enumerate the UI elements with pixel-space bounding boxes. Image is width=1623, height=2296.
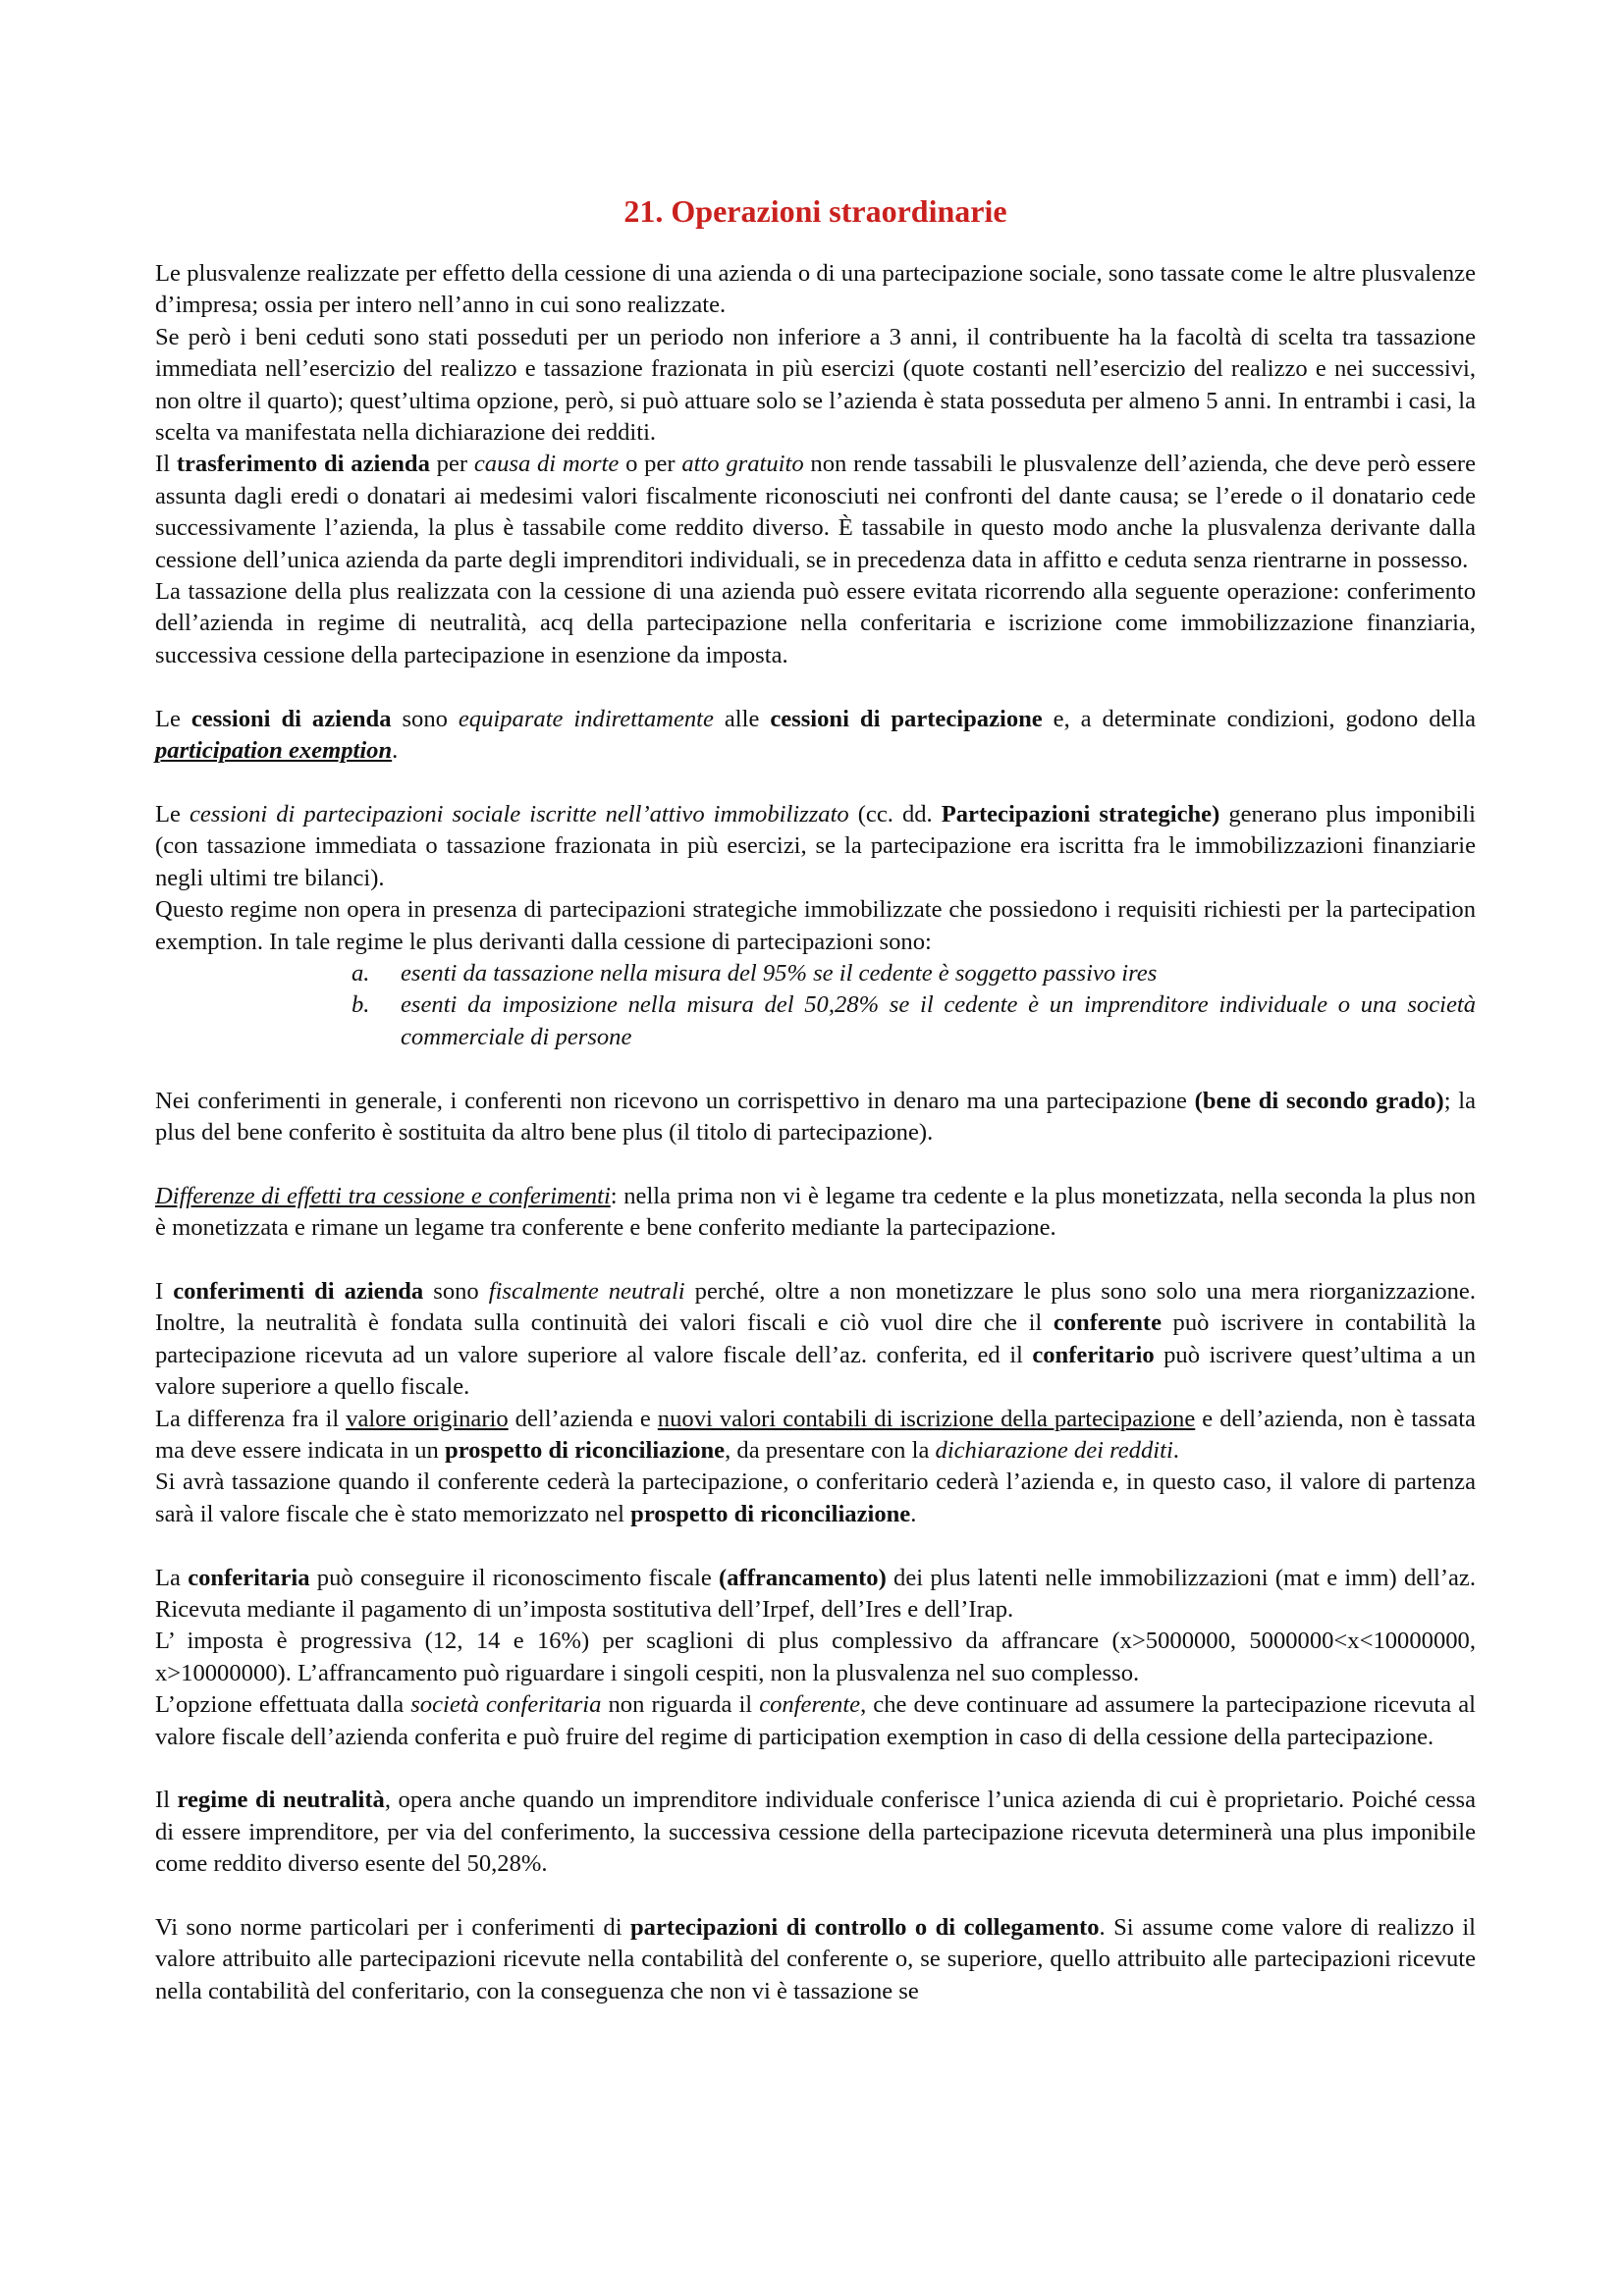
text: Il xyxy=(155,1787,178,1814)
italic-term: equiparate indirettamente xyxy=(458,705,714,732)
underlined-term: valore originario xyxy=(346,1405,509,1432)
list-item xyxy=(352,989,1476,1053)
text: Nei conferimenti in generale, i conferenti non ricevono un corrispettivo in denaro ma una partecipazione xyxy=(155,1087,1195,1114)
text: La tassazione della plus realizzata con la cessione di una azienda può essere evitata ricorrendo alla seguente operazione: conferimento dell’azienda in regime di neutralità, acq della partecipazione nella conferitaria e iscrizione come immobilizzazione finanziaria, successiva cessione della partecipazione in esenzione da imposta. xyxy=(155,578,1476,668)
bold-term: Partecipazioni strategiche) xyxy=(941,800,1220,828)
list-item xyxy=(352,958,1476,989)
text: non riguarda il xyxy=(601,1691,760,1719)
text: dell’azienda e xyxy=(508,1405,658,1432)
text: non rende tassabili le plusvalenze dell’azienda, che deve però essere assunta dagli eredi o donatari ai medesimi valori fiscalmente riconosciuti nei confronti del dante causa; se l’erede o il donatario cede successivamente l’azienda, la plus è tassabile come reddito diverso. È tassabile in questo modo anche la plusvalenza derivante dalla cessione dell’unica azienda da parte degli imprenditori individuali, se in precedenza data in affitto e ceduta senza rientrarne in possesso. xyxy=(155,451,1476,573)
paragraph-plusvalenze xyxy=(155,258,1476,322)
text: . xyxy=(910,1500,917,1527)
bold-term: regime di neutralità xyxy=(177,1787,385,1814)
bold-term: (bene di secondo grado) xyxy=(1194,1087,1444,1114)
text: e, a determinate condizioni, godono della xyxy=(1042,705,1476,732)
paragraph-differenze xyxy=(155,1181,1476,1245)
text: dei plus latenti nelle immobilizzazioni (mat e imm) dell’az. Ricevuta mediante il pagamento di un’imposta sostitutiva dell’Irpef, dell’Ires e dell’Irap. xyxy=(155,1564,1476,1623)
text: perché, oltre a non monetizzare le plus sono solo una mera riorganizzazione. Inoltre, la neutralità è fondata sulla continuità dei valori fiscali e ciò vuol dire che il xyxy=(155,1277,1476,1337)
text: La xyxy=(155,1564,189,1591)
text: . Si assume come valore di realizzo il valore attribuito alle partecipazioni ricevute nella contabilità del conferente o, se superiore, quello attribuito alle partecipazioni ricevute nella contabilità del conferitario, con la conseguenza che non vi è tassazione se xyxy=(155,1914,1476,2004)
bold-term: conferitaria xyxy=(188,1564,310,1591)
paragraph-norme-particolari xyxy=(155,1912,1476,2007)
italic-term: participation exemption xyxy=(155,737,393,765)
participation-exemption-term xyxy=(155,737,392,764)
italic-term: conferente xyxy=(759,1691,861,1719)
paragraph-tassazione xyxy=(155,576,1476,671)
spacer xyxy=(155,671,1476,703)
bold-term: prospetto di riconciliazione xyxy=(445,1436,726,1464)
text: ; la plus del bene conferito è sostituita da altro bene plus (il titolo di partecipazione). xyxy=(155,1087,1476,1146)
spacer xyxy=(155,1881,1476,1912)
text: può iscrivere in contabilità la partecipazione ricevuta ad un valore superiore al valore fiscale dell’az. conferita, ed il xyxy=(155,1309,1476,1368)
italic-term: fiscalmente neutrali xyxy=(488,1277,685,1305)
text: I xyxy=(155,1277,174,1305)
paragraph-cessioni-azienda xyxy=(155,704,1476,768)
text: , da presentare con la xyxy=(725,1436,936,1464)
bold-term: cessioni di partecipazione xyxy=(770,705,1043,732)
bold-term: conferimenti di azienda xyxy=(173,1277,424,1305)
text: La differenza fra il xyxy=(155,1405,347,1432)
spacer xyxy=(155,1053,1476,1085)
text: sono xyxy=(391,705,459,732)
bold-term: partecipazioni di controllo o di collegamento xyxy=(629,1914,1100,1941)
italic-term: dichiarazione dei redditi xyxy=(935,1436,1173,1464)
text: L’opzione effettuata dalla xyxy=(155,1691,411,1719)
list-marker: a. xyxy=(352,959,370,987)
text: (cc. dd. xyxy=(848,800,942,828)
text: Le xyxy=(155,705,191,732)
list-item-text: esenti da imposizione nella misura del 50,28% se il cedente è un imprenditore individuale o una società commerciale di persone xyxy=(401,991,1476,1050)
text: Vi sono norme particolari per i conferimenti di xyxy=(155,1914,630,1941)
italic-term: cessioni di partecipazioni sociale iscritte nell’attivo immobilizzato xyxy=(189,800,849,828)
text: può iscrivere quest’ultima a un valore superiore a quello fiscale. xyxy=(155,1341,1477,1401)
paragraph-differenza-valori xyxy=(155,1404,1476,1468)
paragraph-opzione xyxy=(155,1689,1476,1753)
italic-underlined-term: Differenze di effetti tra cessione e conferimenti xyxy=(155,1182,611,1209)
text: sono xyxy=(423,1277,489,1305)
text: : nella prima non vi è legame tra cedente e la plus monetizzata, nella seconda la plus non è monetizzata e rimane un legame tra conferente e bene conferito mediante la partecipazione. xyxy=(155,1182,1476,1242)
text: Le plusvalenze realizzate per effetto della cessione di una azienda o di una partecipazione sociale, sono tassate come le altre plusvalenze d’impresa; ossia per intero nell’anno in cui sono realizzate. xyxy=(155,260,1476,319)
text: Si avrà tassazione quando il conferente cederà la partecipazione, o conferitario cederà l’azienda e, in questo caso, il valore di partenza sarà il valore fiscale che è stato memorizzato nel xyxy=(155,1468,1476,1527)
italic-term: atto gratuito xyxy=(681,451,804,478)
spacer xyxy=(155,1530,1476,1562)
text: , opera anche quando un imprenditore individuale conferisce l’unica azienda di cui è proprietario. Poiché cessa di essere imprenditore, per via del conferimento, la successiva cessione della partecipazione ricevuta determinerà una plus imponibile come reddito diverso esente del 50,28%. xyxy=(155,1787,1476,1878)
text: o per xyxy=(619,451,682,478)
page-title: 21. Operazioni straordinarie xyxy=(623,193,1007,229)
paragraph-trasferimento xyxy=(155,449,1476,576)
bold-term: prospetto di riconciliazione xyxy=(630,1500,911,1527)
underlined-term: nuovi valori contabili di iscrizione della partecipazione xyxy=(657,1405,1196,1432)
paragraph-conferimenti-azienda xyxy=(155,1276,1476,1404)
list-marker: b. xyxy=(352,991,370,1019)
paragraph-partecipazioni-strategiche xyxy=(155,799,1476,894)
paragraph-conferitaria xyxy=(155,1563,1476,1627)
bold-term: trasferimento di azienda xyxy=(176,451,430,478)
text: . xyxy=(1172,1436,1179,1464)
text: . xyxy=(392,737,399,765)
text: e dell’azienda, non è tassata ma deve essere indicata in un xyxy=(155,1405,1476,1464)
paragraph-imposta xyxy=(155,1626,1476,1689)
text: Le xyxy=(155,800,189,828)
spacer xyxy=(155,1245,1476,1276)
text: Se però i beni ceduti sono stati posseduti per un periodo non inferiore a 3 anni, il contribuente ha la facoltà di scelta tra tassazione immediata nell’esercizio del realizzo e tassazione frazionata in più esercizi (quote costanti nell’esercizio del realizzo e nei successivi, non oltre il quarto); quest’ultima opzione, però, si può attuare solo se l’azienda è stata posseduta per almeno 5 anni. In entrambi i casi, la scelta va manifestata nella dichiarazione dei redditi. xyxy=(155,323,1476,447)
bold-term: conferente xyxy=(1053,1309,1162,1337)
paragraph-possesso xyxy=(155,322,1476,450)
text: alle xyxy=(713,705,771,732)
list-item-text: esenti da tassazione nella misura del 95% se il cedente è soggetto passivo ires xyxy=(401,959,1158,987)
spacer xyxy=(155,1148,1476,1180)
italic-term: società conferitaria xyxy=(410,1691,602,1719)
text: Il xyxy=(155,451,177,478)
paragraph-regime xyxy=(155,894,1476,958)
italic-term: causa di morte xyxy=(473,451,620,478)
bold-term: (affrancamento) xyxy=(719,1564,887,1591)
paragraph-conferimenti xyxy=(155,1086,1476,1149)
text: Questo regime non opera in presenza di partecipazioni strategiche immobilizzate che possiedono i requisiti richiesti per la partecipation exemption. In tale regime le plus derivanti dalla cessione di partecipazioni sono: xyxy=(155,896,1476,955)
text: può conseguire il riconoscimento fiscale xyxy=(309,1564,720,1591)
paragraph-si-avra-tassazione xyxy=(155,1467,1476,1530)
text: generano plus imponibili (con tassazione immediata o tassazione frazionata in più esercizi, se la partecipazione era iscritta fra le immobilizzazioni finanziarie negli ultimi tre bilanci). xyxy=(155,800,1477,891)
spacer xyxy=(155,767,1476,798)
exemption-list xyxy=(155,958,1476,1053)
bold-term: cessioni di azienda xyxy=(190,705,392,732)
text: , che deve continuare ad assumere la partecipazione ricevuta al valore fiscale dell’azienda conferita e può fruire del regime di participation exemption in caso di della cessione della partecipazione. xyxy=(155,1691,1476,1750)
text: per xyxy=(429,451,474,478)
text: L’ imposta è progressiva (12, 14 e 16%) per scaglioni di plus complessivo da affrancare (x>5000000, 5000000<x<10000000, x>10000000). L’affrancamento può riguardare i singoli cespiti, non la plusvalenza nel suo complesso. xyxy=(155,1628,1476,1686)
bold-term: conferitario xyxy=(1032,1341,1155,1368)
paragraph-regime-neutralita xyxy=(155,1785,1476,1880)
spacer xyxy=(155,1753,1476,1785)
